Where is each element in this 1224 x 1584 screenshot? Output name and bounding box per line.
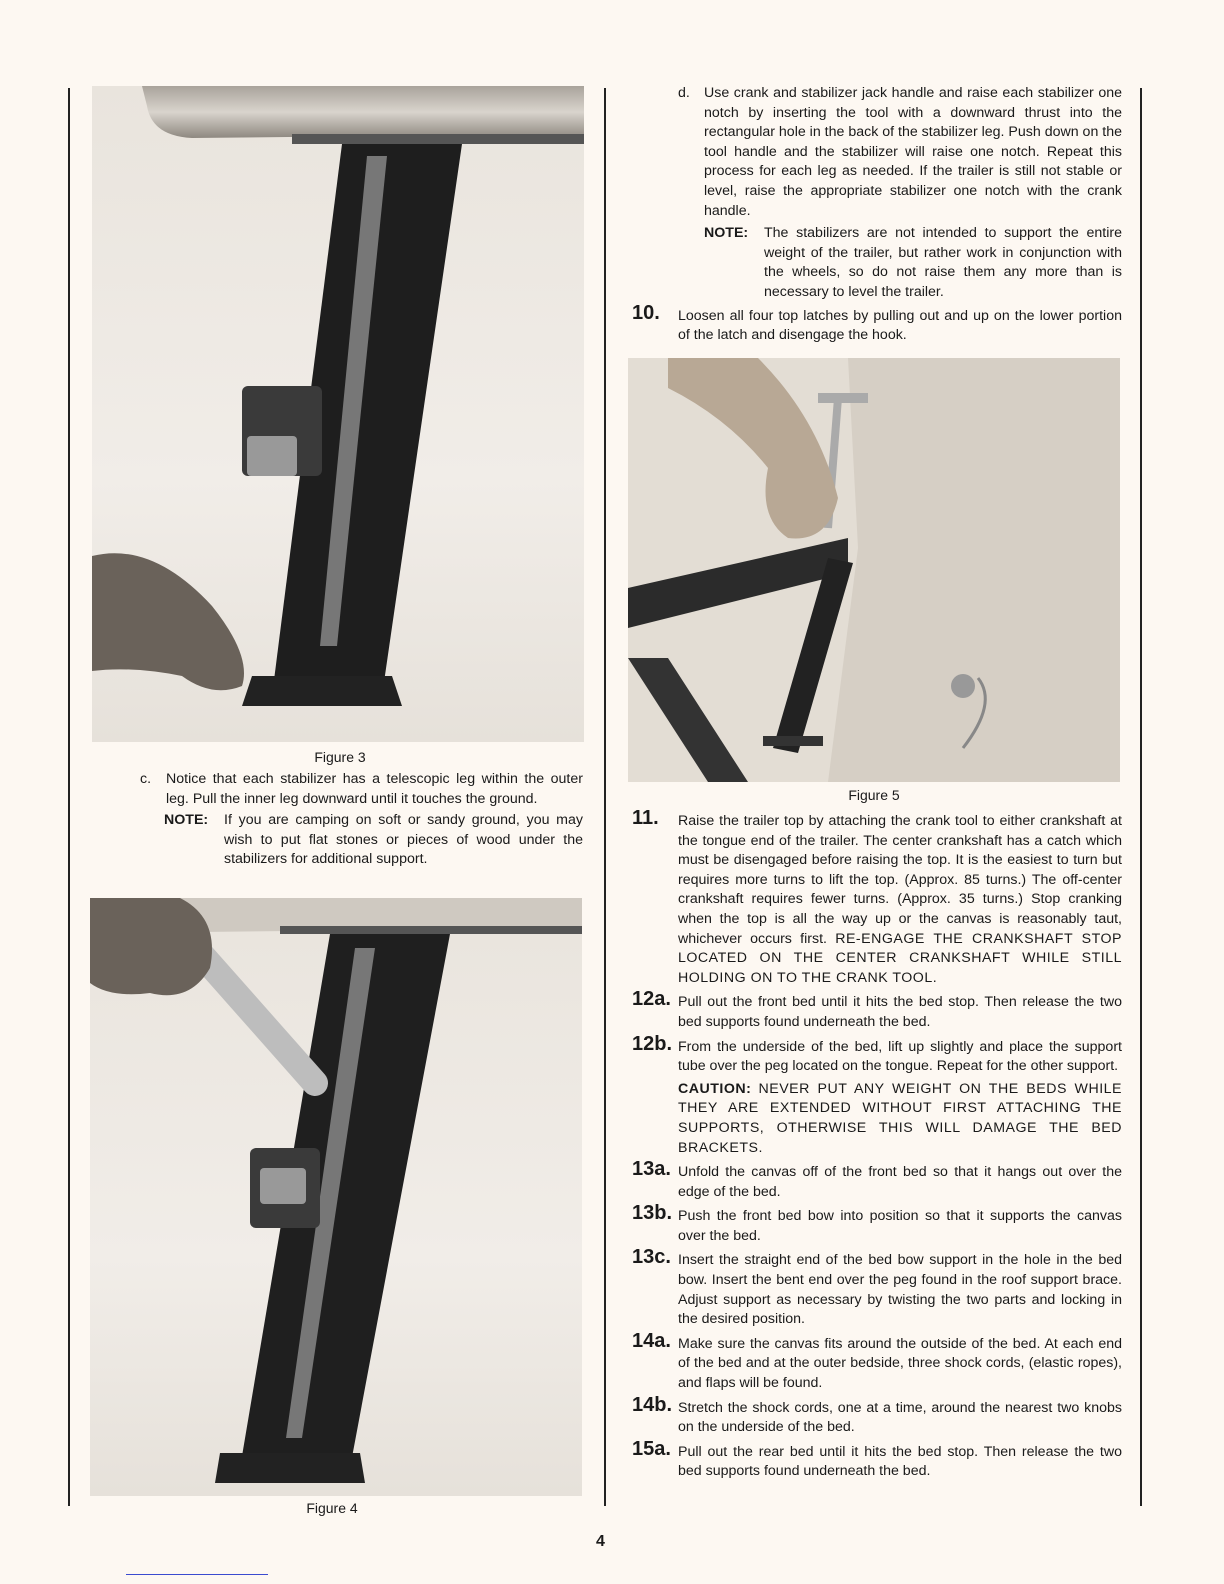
step-c-text: Notice that each stabilizer has a telescopic leg within the outer leg. Pull the inner leg downward until it touches the ground.: [166, 771, 583, 807]
step-11: [632, 807, 1122, 988]
step-12a-text: Pull out the front bed until it hits the bed stop. Then release the two bed supports found underneath the bed.: [678, 994, 1122, 1030]
step-15a-number: 15a.: [632, 1437, 671, 1460]
step-12b-number: 12b.: [632, 1032, 673, 1055]
step-11-text: Raise the trailer top by attaching the crank tool to either crankshaft at the tongue end of the trailer. The center crankshaft has a catch which must be disengaged before raising the top. It is the easiest to turn but requires more turns to lift the top. (Approx. 85 turns.) The off-center crankshaft requires fewer turns. (Approx. 35 turns.) Stop cranking when the top is all the way up or the canvas is reasonably taut, whichever occurs first.: [678, 813, 1122, 947]
step-d: [678, 84, 1122, 221]
caution-text: NEVER PUT ANY WEIGHT ON THE BEDS WHILE THEY ARE EXTENDED WITHOUT FIRST ATTACHING THE SUPPORTS, OTHERWISE THIS WILL DAMAGE THE BED BRACKETS.: [678, 1080, 1122, 1156]
step-12b-caution: [678, 1080, 1122, 1158]
figure-4-photo: [90, 898, 582, 1496]
step-13c-number: 13c.: [632, 1246, 671, 1269]
step-13a-number: 13a.: [632, 1158, 671, 1181]
figure-4-caption: Figure 4: [306, 1500, 358, 1516]
step-10-number: 10.: [632, 301, 660, 324]
step-10-text: Loosen all four top latches by pulling out and up on the lower portion of the latch and disengage the hook.: [678, 307, 1122, 344]
step-13a: [632, 1158, 1122, 1202]
step-13c: [632, 1246, 1122, 1329]
step-13c-text: Insert the straight end of the bed bow support in the hole in the bed bow. Insert the bent end over the peg found in the roof support brace. Adjust support as necessary by twisting the two parts and locking in the desired position.: [678, 1252, 1122, 1328]
step-14b-number: 14b.: [632, 1393, 673, 1416]
step-12a-number: 12a.: [632, 988, 671, 1011]
step-14b-text: Stretch the shock cords, one at a time, around the nearest two knobs on the underside of the bed.: [678, 1399, 1122, 1436]
step-12b: [632, 1032, 1122, 1077]
step-15a: [632, 1437, 1122, 1482]
step-15a-text: Pull out the rear bed until it hits the bed stop. Then release the two bed supports found underneath the bed.: [678, 1443, 1122, 1480]
step-14a-text: Make sure the canvas fits around the outside of the bed. At each end of the bed and at the outer bedside, three shock cords, (elastic ropes), and flaps will be found.: [678, 1335, 1122, 1392]
step-d-note: [704, 224, 1122, 302]
step-14a-number: 14a.: [632, 1329, 671, 1352]
step-d-label: d.: [678, 85, 690, 101]
step-10: [632, 301, 1122, 346]
caution-label: CAUTION:: [678, 1080, 752, 1097]
page-number: 4: [596, 1533, 605, 1550]
step-c-note-text: If you are camping on soft or sandy ground, you may wish to put flat stones or pieces of wood under the stabilizers for additional support.: [224, 812, 583, 868]
step-11-number: 11.: [632, 807, 659, 829]
step-14a: [632, 1329, 1122, 1394]
step-12a: [632, 988, 1122, 1032]
step-14b: [632, 1393, 1122, 1438]
figure-3-photo: [92, 86, 584, 742]
step-c-note: [164, 811, 583, 870]
step-13a-text: Unfold the canvas off of the front bed so that it hangs out over the edge of the bed.: [678, 1164, 1122, 1200]
figure-5-photo: [628, 358, 1120, 782]
step-d-note-text: The stabilizers are not intended to support the entire weight of the trailer, but rather work in conjunction with the wheels, so do not raise them any more than is necessary to level the trailer.: [764, 225, 1122, 300]
step-c-note-label: NOTE:: [164, 812, 209, 829]
step-13b: [632, 1202, 1122, 1246]
step-13b-number: 13b.: [632, 1202, 673, 1225]
left-margin-rule: [68, 88, 70, 1506]
figure-3-caption: Figure 3: [314, 749, 366, 765]
step-13b-text: Push the front bed bow into position so that it supports the canvas over the bed.: [678, 1208, 1122, 1244]
figure-5-caption: Figure 5: [848, 787, 900, 803]
step-d-text: Use crank and stabilizer jack handle and raise each stabilizer one notch by inserting the tool with a downward thrust into the rectangular hole in the back of the stabilizer leg. Push down on the tool handle and the stabilizer will raise one notch. Repeat this process for each leg as needed. If the trailer is still not stable or level, raise the appropriate stabilizer one notch with the crank handle.: [704, 85, 1123, 219]
step-c: [140, 770, 583, 809]
step-d-note-label: NOTE:: [704, 225, 749, 242]
step-c-label: c.: [140, 771, 152, 787]
center-column-rule: [604, 88, 606, 1506]
step-11-caps: RE-ENGAGE THE CRANKSHAFT STOP LOCATED ON THE CENTER CRANKSHAFT WHILE STILL HOLDING ON TO THE CRANK TOOL.: [678, 930, 1122, 986]
right-margin-rule: [1140, 88, 1142, 1506]
footer-link-line: [126, 1574, 268, 1575]
step-12b-text: From the underside of the bed, lift up slightly and place the support tube over the peg located on the tongue. Repeat for the other support.: [678, 1038, 1122, 1075]
